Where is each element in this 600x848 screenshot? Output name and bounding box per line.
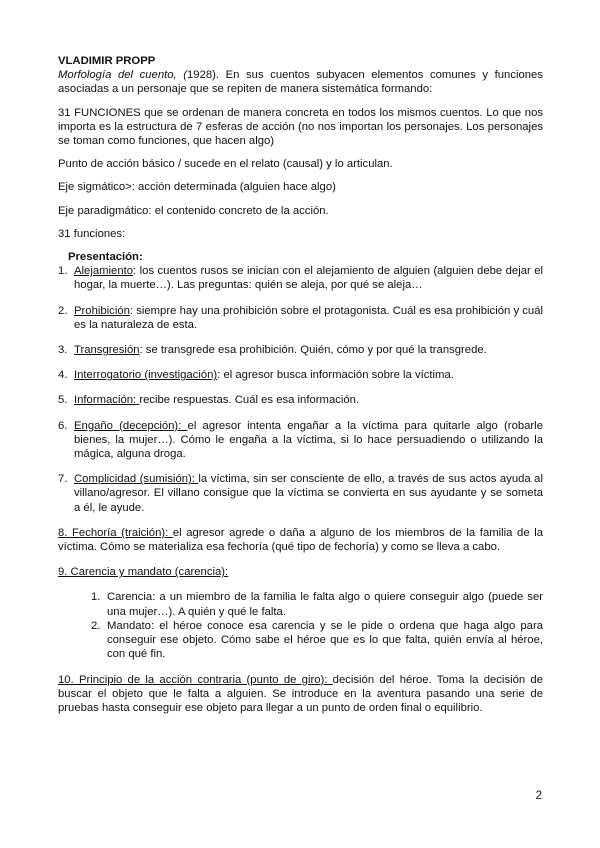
function-term: Complicidad (sumisión): <box>74 473 199 486</box>
paragraph-31-funciones-label: 31 funciones: <box>58 227 126 240</box>
list-item: 2. Mandato: el héroe conoce esa carencia y se le pide o ordena que haga algo para conseguir ese objeto. Cómo sabe el héroe que es lo que falta, quién envía al héroe, con qué fin. <box>91 619 543 661</box>
author-heading: VLADIMIR PROPP <box>58 55 156 67</box>
function-term: 10. Principio de la acción contraria (punto de giro): <box>58 673 333 686</box>
page-number: 2 <box>535 790 542 802</box>
paragraph-eje-paradigmatico: Eje paradigmático: el contenido concreto de la acción. <box>58 204 329 217</box>
document-page <box>58 54 543 715</box>
paragraph-punto-accion: Punto de acción básico / sucede en el relato (causal) y lo articulan. <box>58 158 393 171</box>
function-8: 8. Fechoría (traición): el agresor agrede o daña a alguno de los miembros de la familia de la víctima. Cómo se materializa esa fechoría (qué tipo de fechoría) y como se lleva a cabo. <box>58 526 543 554</box>
intro-paragraph <box>58 68 543 96</box>
function-term: 8. Fechoría (traición): <box>58 526 173 539</box>
list-item: 6. Engaño (decepción): el agresor intenta engañar a la víctima para quitarle algo (robarle bienes, la mujer…). Cómo le engaña a la víctima, si lo hace persuadiendo o utilizando la mágica, alguna droga. <box>58 419 543 461</box>
paragraph-31-funciones: 31 FUNCIONES que se ordenan de manera concreta en todos los mismos cuentos. Lo que nos importa es la estructura de 7 esferas de acción (no nos importan los personajes. Los personajes se toman como funciones, que hacen algo) <box>58 106 543 148</box>
function-term: 9. Carencia y mandato (carencia): <box>58 566 229 579</box>
function-term: Engaño (decepción): <box>74 419 188 432</box>
sublist <box>91 590 543 661</box>
function-10: 10. Principio de la acción contraria (punto de giro): decisión del héroe. Toma la decisión de buscar el objeto que le falta a alguien. Se introduce en la aventura pasando una serie de pruebas hasta conseguir ese objeto para llegar a un punto de orden final o equilibrio. <box>58 673 543 714</box>
list-item: 5. Información: recibe respuestas. Cuál es esa información. <box>58 394 360 407</box>
function-term: Interrogatorio (investigación) <box>74 369 218 382</box>
function-term: Prohibición <box>74 304 130 317</box>
function-term: Transgresión <box>74 344 140 357</box>
paragraph-eje-sigmatico: Eje sigmático>: acción determinada (alguien hace algo) <box>58 181 336 194</box>
list-item: 3. Transgresión: se transgrede esa prohibición. Quién, cómo y por qué la transgrede. <box>58 344 487 357</box>
work-title: Morfología del cuento, ( <box>58 69 188 82</box>
list-item: 2. Prohibición: siempre hay una prohibición sobre el protagonista. Cuál es esa prohibición y cuál es la naturaleza de esta. <box>58 304 543 331</box>
list-item: 4. Interrogatorio (investigación): el agresor busca información sobre la víctima. <box>58 369 454 382</box>
function-term: Información: <box>74 394 140 407</box>
intro-text: 1928). En sus cuentos subyacen elementos comunes y funciones asociadas a un personaje que se repiten de manera sistemática formando: <box>58 69 543 96</box>
section-title: Presentación: <box>68 251 143 264</box>
list-item: 7. Complicidad (sumisión): la víctima, sin ser consciente de ello, a través de sus actos ayuda al villano/agresor. El villano consigue que la víctima se convierta en sus ayudante y se someta a él, le ayude. <box>58 473 543 514</box>
list-item: 1. Carencia: a un miembro de la familia le falta algo o quiere conseguir algo (puede ser una mujer…). A quién y qué le falta. <box>91 591 543 618</box>
list-item: 1. Alejamiento: los cuentos rusos se inician con el alejamiento de alguien (alguien debe dejar el hogar, la muerte…). Las preguntas: quién se aleja, por qué se aleja… <box>58 265 543 292</box>
function-9 <box>58 565 543 579</box>
function-term: Alejamiento <box>74 265 134 278</box>
